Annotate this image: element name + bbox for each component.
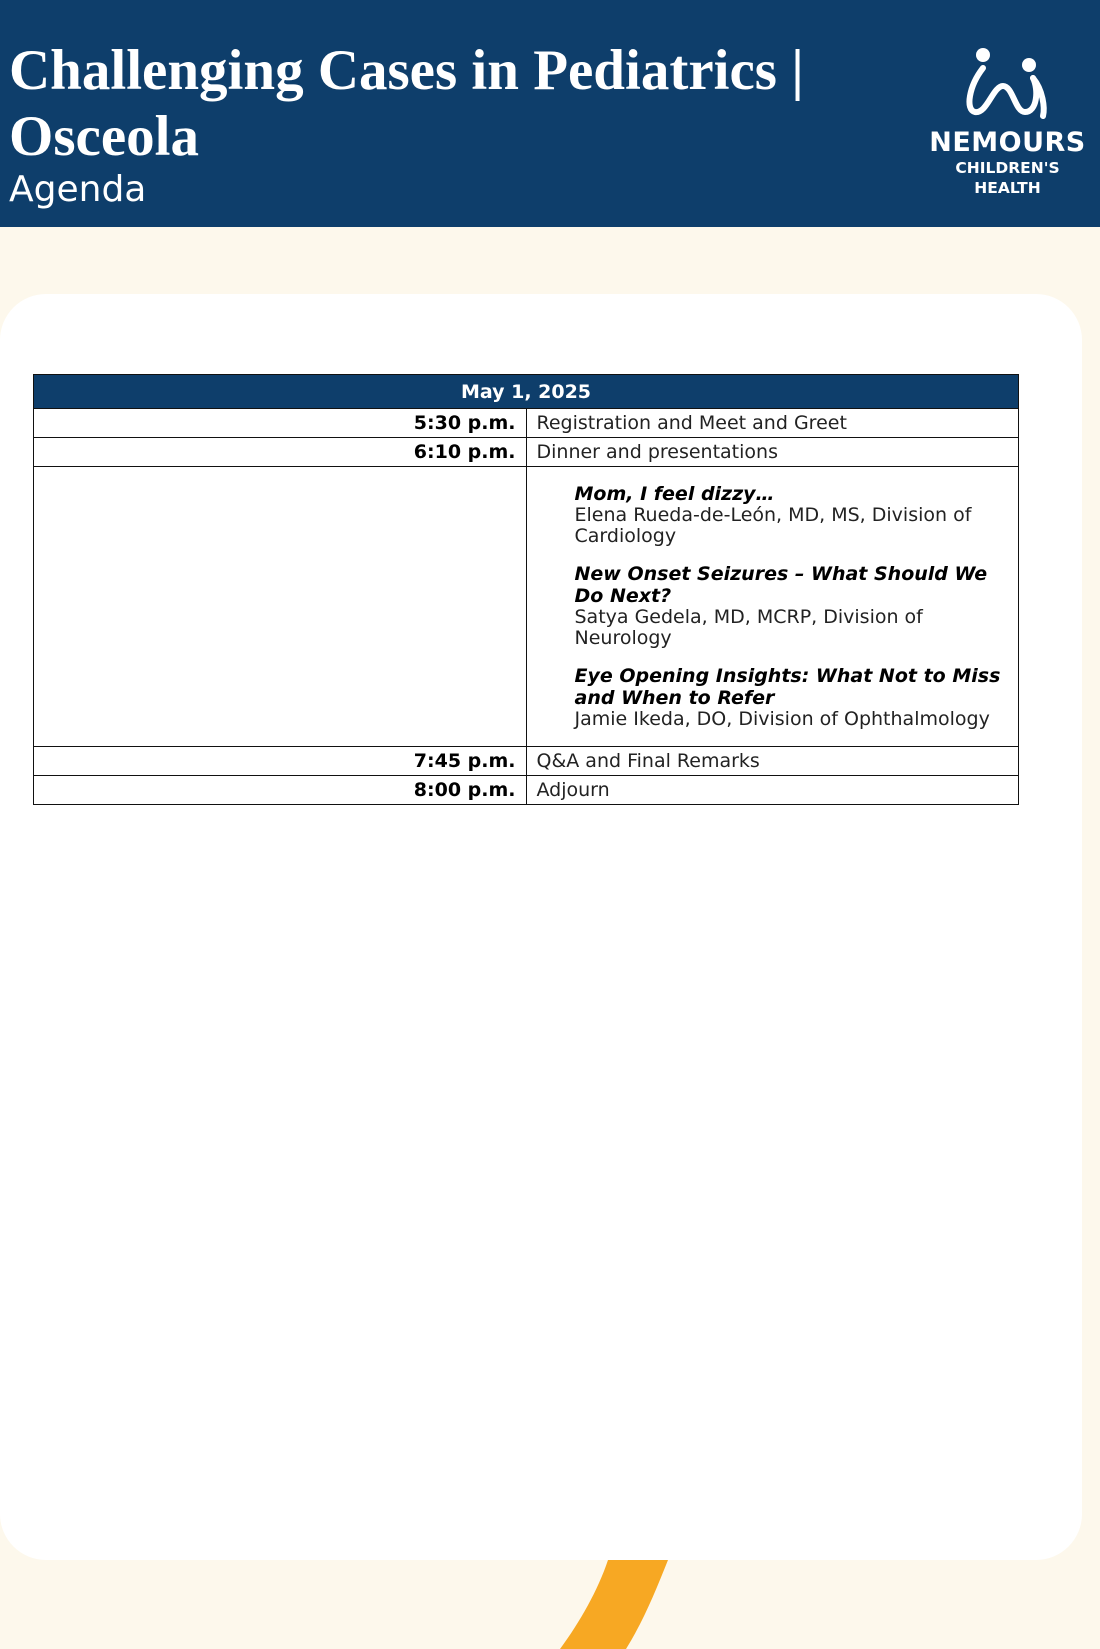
decorative-swoosh-icon [560,1560,670,1649]
row-item: Q&A and Final Remarks [526,747,1019,776]
nemours-logo [925,46,1090,197]
table-row [34,776,1019,805]
row-time: 7:45 p.m. [34,747,527,776]
logo-subtitle: CHILDREN'S HEALTH [955,159,1060,197]
table-row [34,747,1019,776]
page-subtitle: Agenda [9,169,147,210]
header-banner [0,0,1100,227]
talk-speaker: Jamie Ikeda, DO, Division of Ophthalmology [574,708,990,730]
table-row [34,409,1019,438]
presentations-list [526,467,1019,747]
row-item: Dinner and presentations [526,438,1019,467]
presentations-row [34,467,1019,747]
row-time: 6:10 p.m. [34,438,527,467]
talk-item [575,665,1019,730]
talk-title: Eye Opening Insights: What Not to Miss and When to Refer [574,665,1001,709]
talk-title: New Onset Seizures – What Should We Do Next? [574,563,988,607]
page-title: Challenging Cases in Pediatrics | Osceola [9,39,804,168]
table-row [34,438,1019,467]
talk-speaker: Elena Rueda-de-León, MD, MS, Division of Cardiology [574,504,972,547]
row-time-empty [34,467,527,747]
row-time: 8:00 p.m. [34,776,527,805]
row-time: 5:30 p.m. [34,409,527,438]
nemours-figures-icon [963,46,1053,124]
logo-name: NEMOURS [929,127,1086,158]
talk-item [575,483,1019,547]
talk-title: Mom, I feel dizzy… [574,483,775,505]
agenda-table [33,374,1019,805]
agenda-date: May 1, 2025 [34,375,1019,409]
row-item: Adjourn [526,776,1019,805]
talk-speaker: Satya Gedela, MD, MCRP, Division of Neurology [574,606,923,649]
row-item: Registration and Meet and Greet [526,409,1019,438]
talk-item [575,563,1019,649]
